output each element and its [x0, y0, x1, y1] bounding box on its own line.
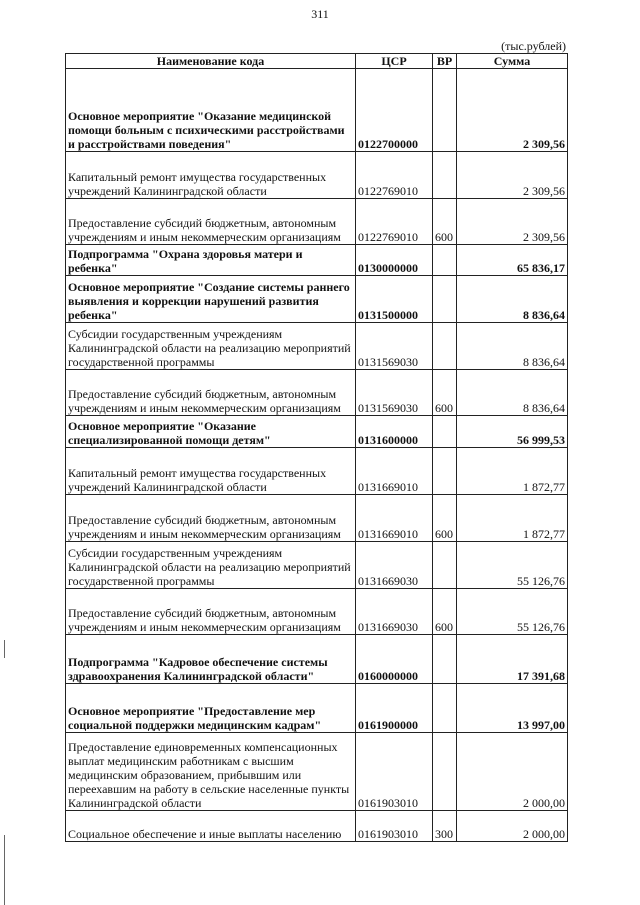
header-code: ЦСР — [356, 54, 433, 69]
cell-name: Предоставление субсидий бюджетным, автономным учреждениям и иным некоммерческим организациям — [66, 495, 356, 542]
cell-vr — [433, 323, 457, 370]
cell-amount: 55 126,76 — [457, 589, 568, 635]
cell-code: 0130000000 — [356, 245, 433, 276]
cell-code: 0122769010 — [356, 152, 433, 199]
cell-code: 0161900000 — [356, 684, 433, 733]
table-row — [66, 684, 568, 733]
cell-name: Субсидии государственным учреждениям Калининградской области на реализацию мероприятий государственной программы — [66, 323, 356, 370]
cell-amount: 8 836,64 — [457, 370, 568, 416]
cell-vr: 300 — [433, 811, 457, 842]
table-row — [66, 323, 568, 370]
cell-name: Основное мероприятие "Оказание специализированной помощи детям" — [66, 416, 356, 448]
cell-amount: 13 997,00 — [457, 684, 568, 733]
cell-code: 0160000000 — [356, 635, 433, 684]
table-row — [66, 370, 568, 416]
cell-vr — [433, 416, 457, 448]
table-row — [66, 733, 568, 811]
cell-name: Предоставление субсидий бюджетным, автономным учреждениям и иным некоммерческим организациям — [66, 199, 356, 245]
cell-code: 0131569030 — [356, 323, 433, 370]
table-row — [66, 635, 568, 684]
cell-vr — [433, 276, 457, 323]
cell-amount: 2 309,56 — [457, 199, 568, 245]
units-label: (тыс.рублей) — [501, 39, 566, 53]
table-row — [66, 199, 568, 245]
cell-code: 0131669030 — [356, 542, 433, 589]
table-row — [66, 542, 568, 589]
cell-amount: 1 872,77 — [457, 448, 568, 495]
cell-amount: 2 309,56 — [457, 69, 568, 152]
cell-vr: 600 — [433, 370, 457, 416]
cell-vr: 600 — [433, 199, 457, 245]
header-amount: Сумма — [457, 54, 568, 69]
cell-name: Подпрограмма "Охрана здоровья матери и ребенка" — [66, 245, 356, 276]
cell-name: Предоставление единовременных компенсационных выплат медицинским работникам с высшим медицинским образованием, прибывшим или переехавшим на работу в сельские населенные пункты Калининградской области — [66, 733, 356, 811]
header-vr: ВР — [433, 54, 457, 69]
cell-vr: 600 — [433, 589, 457, 635]
cell-amount: 8 836,64 — [457, 323, 568, 370]
cell-name: Капитальный ремонт имущества государственных учреждений Калининградской области — [66, 448, 356, 495]
cell-amount: 8 836,64 — [457, 276, 568, 323]
cell-code: 0122769010 — [356, 199, 433, 245]
cell-vr — [433, 542, 457, 589]
page-number: 311 — [311, 7, 329, 21]
cell-amount: 17 391,68 — [457, 635, 568, 684]
cell-vr — [433, 69, 457, 152]
table-row — [66, 589, 568, 635]
table-row — [66, 811, 568, 842]
cell-name: Социальное обеспечение и иные выплаты населению — [66, 811, 356, 842]
cell-code: 0131669010 — [356, 495, 433, 542]
cell-name: Основное мероприятие "Создание системы раннего выявления и коррекции нарушений развития ребенка" — [66, 276, 356, 323]
cell-code: 0131669010 — [356, 448, 433, 495]
cell-name: Субсидии государственным учреждениям Калининградской области на реализацию мероприятий государственной программы — [66, 542, 356, 589]
cell-name: Подпрограмма "Кадровое обеспечение системы здравоохранения Калининградской области" — [66, 635, 356, 684]
cell-amount: 56 999,53 — [457, 416, 568, 448]
table-row — [66, 495, 568, 542]
cell-code: 0131500000 — [356, 276, 433, 323]
cell-amount: 65 836,17 — [457, 245, 568, 276]
cell-code: 0131569030 — [356, 370, 433, 416]
cell-vr — [433, 152, 457, 199]
cell-name: Основное мероприятие "Предоставление мер социальной поддержки медицинским кадрам" — [66, 684, 356, 733]
scan-edge-mark — [4, 835, 5, 905]
cell-amount: 2 000,00 — [457, 733, 568, 811]
table-row — [66, 448, 568, 495]
cell-code: 0161903010 — [356, 811, 433, 842]
cell-vr: 600 — [433, 495, 457, 542]
budget-table — [65, 53, 568, 842]
cell-name: Основное мероприятие "Оказание медицинской помощи больным с психическими расстройствами и расстройствами поведения" — [66, 69, 356, 152]
table-row — [66, 69, 568, 152]
table-row — [66, 245, 568, 276]
header-name: Наименование кода — [66, 54, 356, 69]
cell-vr — [433, 733, 457, 811]
table-row — [66, 276, 568, 323]
cell-name: Капитальный ремонт имущества государственных учреждений Калининградской области — [66, 152, 356, 199]
cell-vr — [433, 245, 457, 276]
table-row — [66, 416, 568, 448]
table-body — [66, 69, 568, 842]
cell-amount: 1 872,77 — [457, 495, 568, 542]
cell-amount: 2 309,56 — [457, 152, 568, 199]
cell-code: 0161903010 — [356, 733, 433, 811]
cell-name: Предоставление субсидий бюджетным, автономным учреждениям и иным некоммерческим организациям — [66, 370, 356, 416]
cell-vr — [433, 635, 457, 684]
scan-edge-mark — [4, 640, 5, 658]
cell-amount: 2 000,00 — [457, 811, 568, 842]
table-header-row — [66, 54, 568, 69]
cell-code: 0122700000 — [356, 69, 433, 152]
cell-name: Предоставление субсидий бюджетным, автономным учреждениям и иным некоммерческим организациям — [66, 589, 356, 635]
cell-code: 0131669030 — [356, 589, 433, 635]
table-row — [66, 152, 568, 199]
cell-vr — [433, 684, 457, 733]
cell-amount: 55 126,76 — [457, 542, 568, 589]
cell-code: 0131600000 — [356, 416, 433, 448]
cell-vr — [433, 448, 457, 495]
